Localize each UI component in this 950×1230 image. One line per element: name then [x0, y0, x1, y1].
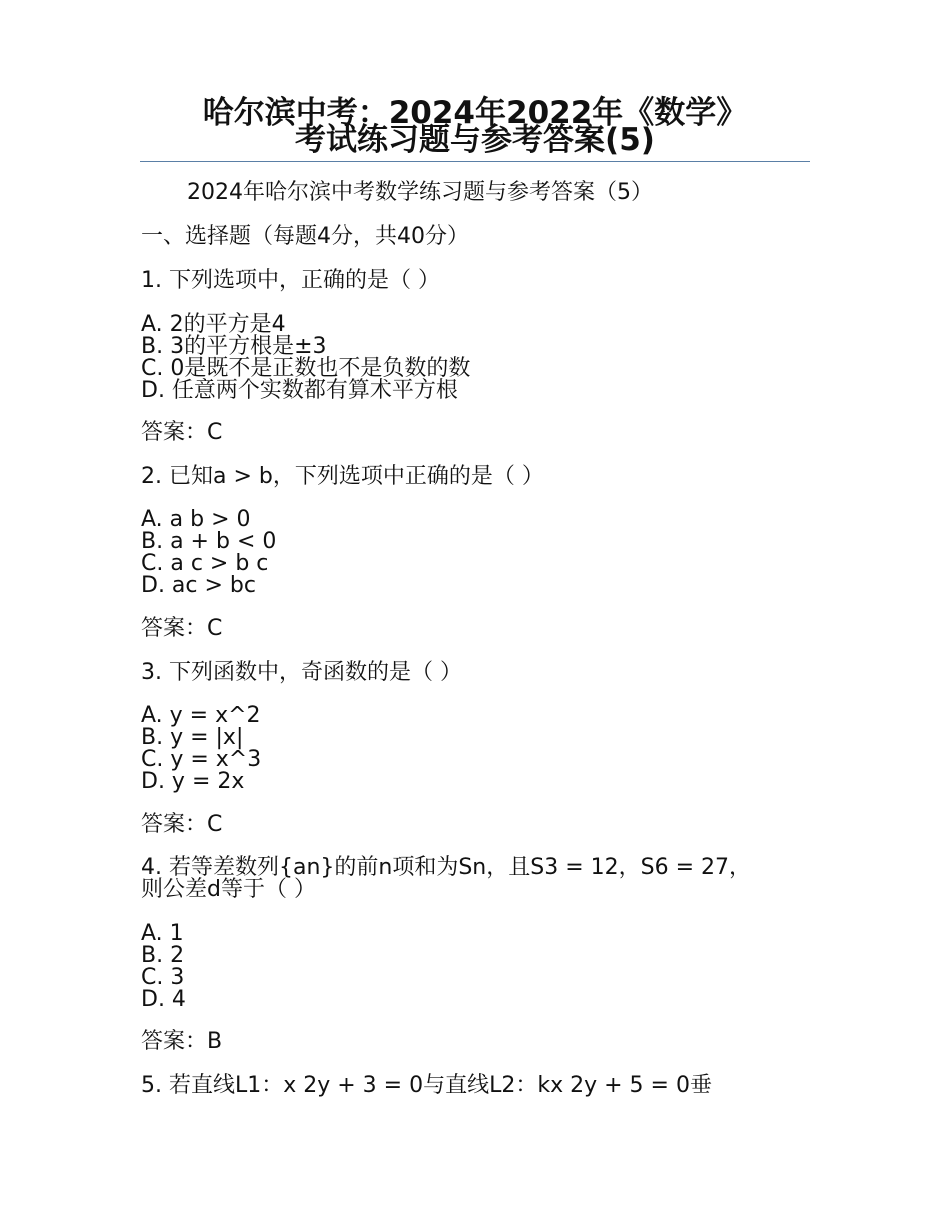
question-5-stem: 5. 若直线L1：x 2y + 3 = 0与直线L2：kx 2y + 5 = 0垂 — [141, 1073, 712, 1098]
question-4-answer: 答案：B — [141, 1029, 223, 1054]
title-divider — [140, 161, 810, 162]
question-3-option-c: C. y = x^3 — [141, 747, 262, 772]
question-4-option-c: C. 3 — [141, 965, 185, 990]
question-4-option-d: D. 4 — [141, 987, 186, 1012]
question-3-option-b: B. y = |x| — [141, 725, 244, 750]
section-heading: 一、选择题（每题4分，共40分） — [141, 224, 469, 249]
question-4-options — [141, 923, 186, 1011]
question-1-option-b: B. 3的平方根是±3 — [141, 334, 327, 359]
title-line-2: 考试练习题与参考答案(5) — [295, 122, 655, 158]
page-title — [140, 95, 810, 158]
question-1-answer: 答案：C — [141, 420, 223, 445]
question-3-option-d: D. y = 2x — [141, 769, 245, 794]
question-4-option-a: A. 1 — [141, 921, 184, 946]
question-2-answer: 答案：C — [141, 616, 223, 641]
question-4-stem-line-2: 则公差d等于（ ） — [141, 877, 316, 902]
question-3-option-a: A. y = x^2 — [141, 703, 261, 728]
question-2-option-a: A. a b > 0 — [141, 507, 251, 532]
question-2-options — [141, 509, 276, 597]
question-3-options — [141, 705, 261, 793]
question-4-stem — [141, 857, 821, 901]
question-1-option-d: D. 任意两个实数都有算术平方根 — [141, 378, 458, 403]
question-2-option-d: D. ac > bc — [141, 573, 256, 598]
title-line-1: 哈尔滨中考：2024年2022年《数学》 — [202, 95, 748, 131]
question-1-options — [141, 314, 470, 402]
question-1-stem: 1. 下列选项中，正确的是（ ） — [141, 268, 440, 293]
question-3-answer: 答案：C — [141, 812, 223, 837]
question-4-option-b: B. 2 — [141, 943, 185, 968]
question-4-stem-line-1: 4. 若等差数列{an}的前n项和为Sn，且S3 = 12，S6 = 27， — [141, 855, 752, 880]
document-subtitle: 2024年哈尔滨中考数学练习题与参考答案（5） — [187, 180, 653, 205]
question-1-option-a: A. 2的平方是4 — [141, 312, 286, 337]
question-2-option-c: C. a c > b c — [141, 551, 269, 576]
question-1-option-c: C. 0是既不是正数也不是负数的数 — [141, 356, 471, 381]
question-3-stem: 3. 下列函数中，奇函数的是（ ） — [141, 660, 462, 685]
question-2-option-b: B. a + b < 0 — [141, 529, 277, 554]
question-2-stem: 2. 已知a > b，下列选项中正确的是（ ） — [141, 464, 544, 489]
